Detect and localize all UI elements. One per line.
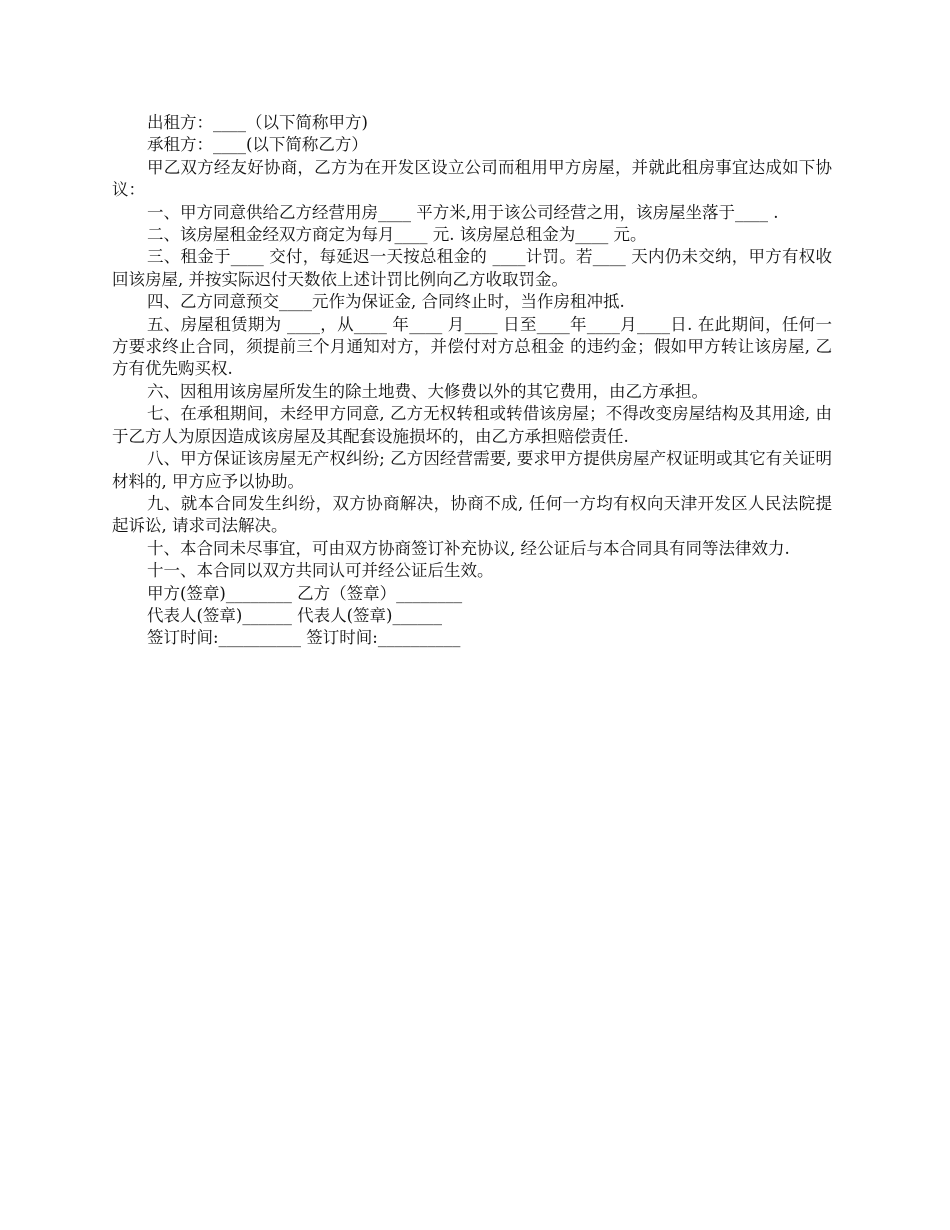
- signature-line-parties: 甲方(签章)________ 乙方（签章）________: [147, 583, 463, 603]
- signature-line-dates: 签订时间:__________ 签订时间:__________: [147, 628, 461, 648]
- clause-9: 九、就本合同发生纠纷，双方协商解决，协商不成, 任何一方均有权向天津开发区人民法院提起诉讼, 请求司法解决。: [112, 493, 832, 536]
- clause-11: 十一、本合同以双方共同认可并经公证后生效。: [147, 561, 494, 581]
- preamble-paragraph: 甲乙双方经友好协商，乙方为在开发区设立公司而租用甲方房屋，并就此租房事宜达成如下协议：: [112, 157, 832, 200]
- contract-document: [112, 112, 832, 650]
- clause-2: 二、该房屋租金经双方商定为每月____ 元. 该房屋总租金为____ 元。: [147, 225, 647, 245]
- clause-6: 六、因租用该房屋所发生的除土地费、大修费以外的其它费用，由乙方承担。: [147, 381, 708, 401]
- lessor-line: 出租方：____（以下简称甲方): [147, 113, 368, 132]
- lessee-line: 承租方：____(以下简称乙方）: [147, 135, 368, 155]
- clause-8: 八、甲方保证该房屋无产权纠纷; 乙方因经营需要, 要求甲方提供房屋产权证明或其它有关证明材料的, 甲方应予以协助。: [112, 449, 832, 491]
- signature-line-representatives: 代表人(签章)______ 代表人(签章)______: [147, 605, 442, 625]
- clause-10: 十、本合同未尽事宜，可由双方协商签订补充协议, 经公证后与本合同具有同等法律效力.: [147, 538, 790, 558]
- clause-4: 四、乙方同意预交____元作为保证金, 合同终止时，当作房租冲抵.: [147, 292, 625, 312]
- clause-3: 三、租金于____ 交付，每延迟一天按总租金的 ____计罚。若____ 天内仍未交纳，甲方有权收回该房屋, 并按实际迟付天数依上述计罚比例向乙方收取罚金。: [112, 247, 832, 289]
- clause-1: 一、甲方同意供给乙方经营用房____ 平方米,用于该公司经营之用，该房屋坐落于____ .: [147, 202, 779, 222]
- clause-7: 七、在承租期间，未经甲方同意, 乙方无权转租或转借该房屋；不得改变房屋结构及其用途, 由于乙方人为原因造成该房屋及其配套设施损坏的，由乙方承担赔偿责任.: [112, 404, 832, 446]
- clause-5: 五、房屋租赁期为 ____，从____ 年____ 月____ 日至____年____月____日. 在此期间，任何一方要求终止合同，须提前三个月通知对方，并偿付对方总租金 的违约金；假如甲方转让该房屋, 乙方有优先购买权.: [112, 314, 832, 379]
